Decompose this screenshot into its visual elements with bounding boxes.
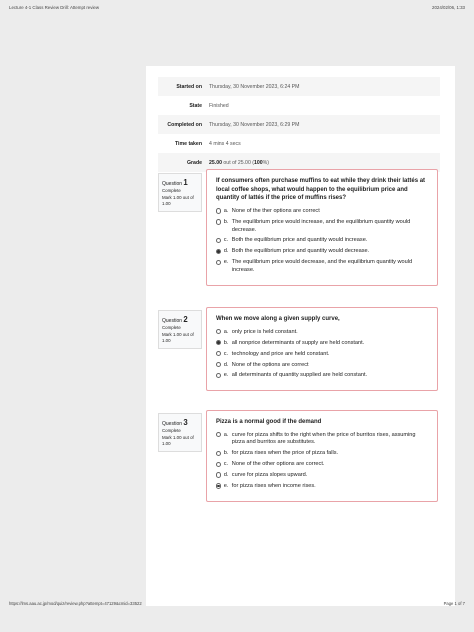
grade-end: %) — [262, 159, 269, 166]
grade-percent: 100 — [254, 159, 263, 166]
footer-url: https://lms.aau.ac.jp/mod/quiz/review.php?attempt=47129&cmid=33522 — [9, 601, 142, 606]
grade-score: 25.00 — [209, 159, 222, 166]
answer-option[interactable]: c. None of the other options are correct. — [216, 461, 428, 469]
answer-option-selected[interactable]: b. all nonprice determinants of supply are held constant. — [216, 340, 428, 348]
radio-icon[interactable] — [216, 208, 221, 213]
radio-icon[interactable] — [216, 329, 221, 334]
radio-icon[interactable] — [216, 351, 221, 356]
summary-value: Thursday, 30 November 2023, 6:29 PM — [209, 121, 300, 128]
summary-value: 4 mins 4 secs — [209, 140, 241, 147]
radio-icon[interactable] — [216, 451, 221, 456]
answer-option[interactable]: e. all determinants of quantity supplied are held constant. — [216, 372, 428, 380]
grade-rest: out of 25.00 ( — [221, 159, 254, 166]
question-info-3 — [158, 413, 202, 452]
print-header — [9, 5, 465, 15]
radio-icon[interactable] — [216, 472, 221, 477]
summary-label: Completed on — [167, 121, 202, 128]
question-mark: Mark 1.00 out of 1.00 — [162, 194, 194, 207]
header-datetime: 2024/02/06, 1:33 — [432, 5, 465, 10]
header-title: Lecture 4-1 Class Review Drill: Attempt review — [9, 5, 100, 10]
attempt-summary-table — [158, 77, 440, 172]
question-mark: Mark 1.00 out of 1.00 — [162, 434, 194, 447]
question-status: Complete — [162, 428, 181, 434]
radio-icon[interactable] — [216, 219, 221, 224]
radio-icon[interactable] — [216, 260, 221, 265]
summary-row-started — [158, 77, 440, 96]
summary-label: Time taken — [174, 140, 202, 147]
radio-icon[interactable] — [216, 432, 221, 437]
answer-option[interactable]: d. curve for pizza slopes upward. — [216, 472, 428, 480]
question-number: Question 3 — [162, 418, 188, 427]
question-box-2 — [206, 307, 438, 391]
question-info-1 — [158, 173, 202, 212]
answer-option[interactable]: c. Both the equilibrium price and quantity would increase. — [216, 237, 428, 245]
question-box-1 — [206, 169, 438, 286]
question-number: Question 1 — [162, 178, 188, 187]
radio-icon[interactable] — [216, 362, 221, 367]
summary-row-completed — [158, 115, 440, 134]
answer-option[interactable]: c. technology and price are held constant. — [216, 351, 428, 359]
print-footer — [9, 601, 465, 609]
summary-row-time — [158, 134, 440, 153]
radio-icon[interactable] — [216, 373, 221, 378]
radio-icon[interactable] — [216, 238, 221, 243]
summary-label: Grade — [187, 159, 202, 166]
question-status: Complete — [162, 325, 181, 331]
answer-option[interactable]: a. curve for pizza shifts to the right when the price of burritos rises, assuming pizza and burritos are substitutes. — [216, 432, 428, 447]
answer-option[interactable]: d. None of the options are correct — [216, 362, 428, 370]
summary-value: Thursday, 30 November 2023, 6:24 PM — [209, 83, 300, 90]
radio-selected-icon[interactable] — [216, 340, 221, 345]
radio-selected-icon[interactable] — [216, 483, 221, 488]
answer-option[interactable]: b. for pizza rises when the price of pizza falls. — [216, 450, 428, 458]
question-box-3 — [206, 410, 438, 502]
question-text: When we move along a given supply curve, — [216, 316, 340, 322]
summary-label: State — [189, 102, 202, 109]
answer-option-selected[interactable]: d. Both the equilibrium price and quantity would decrease. — [216, 248, 428, 256]
footer-page-number: Page 1 of 7 — [443, 601, 465, 606]
radio-icon[interactable] — [216, 462, 221, 467]
answer-option[interactable]: a. only price is held constant. — [216, 329, 428, 337]
summary-row-state — [158, 96, 440, 115]
summary-value — [207, 160, 269, 166]
answer-option[interactable]: b. The equilibrium price would increase, and the equilibrium quantity would decrease. — [216, 219, 428, 234]
answer-option[interactable]: a. None of the ther options are correct — [216, 208, 428, 216]
question-text: Pizza is a normal good if the demand — [216, 419, 322, 425]
answer-option[interactable]: e. The equilibrium price would decrease, and the equilibrium quantity would increase. — [216, 259, 428, 274]
question-info-2 — [158, 310, 202, 349]
summary-value: Finished — [209, 102, 229, 109]
radio-selected-icon[interactable] — [216, 249, 221, 254]
summary-label: Started on — [176, 83, 202, 90]
question-text: If consumers often purchase muffins to eat while they drink their lattés at local coffee shops, what would happen to the equilibrium price and quantity of lattés if the price of muffins rises? — [216, 178, 426, 202]
question-mark: Mark 1.00 out of 1.00 — [162, 331, 194, 344]
question-status: Complete — [162, 188, 181, 194]
answer-option-selected[interactable]: e. for pizza rises when income rises. — [216, 483, 428, 491]
question-number: Question 2 — [162, 315, 188, 324]
